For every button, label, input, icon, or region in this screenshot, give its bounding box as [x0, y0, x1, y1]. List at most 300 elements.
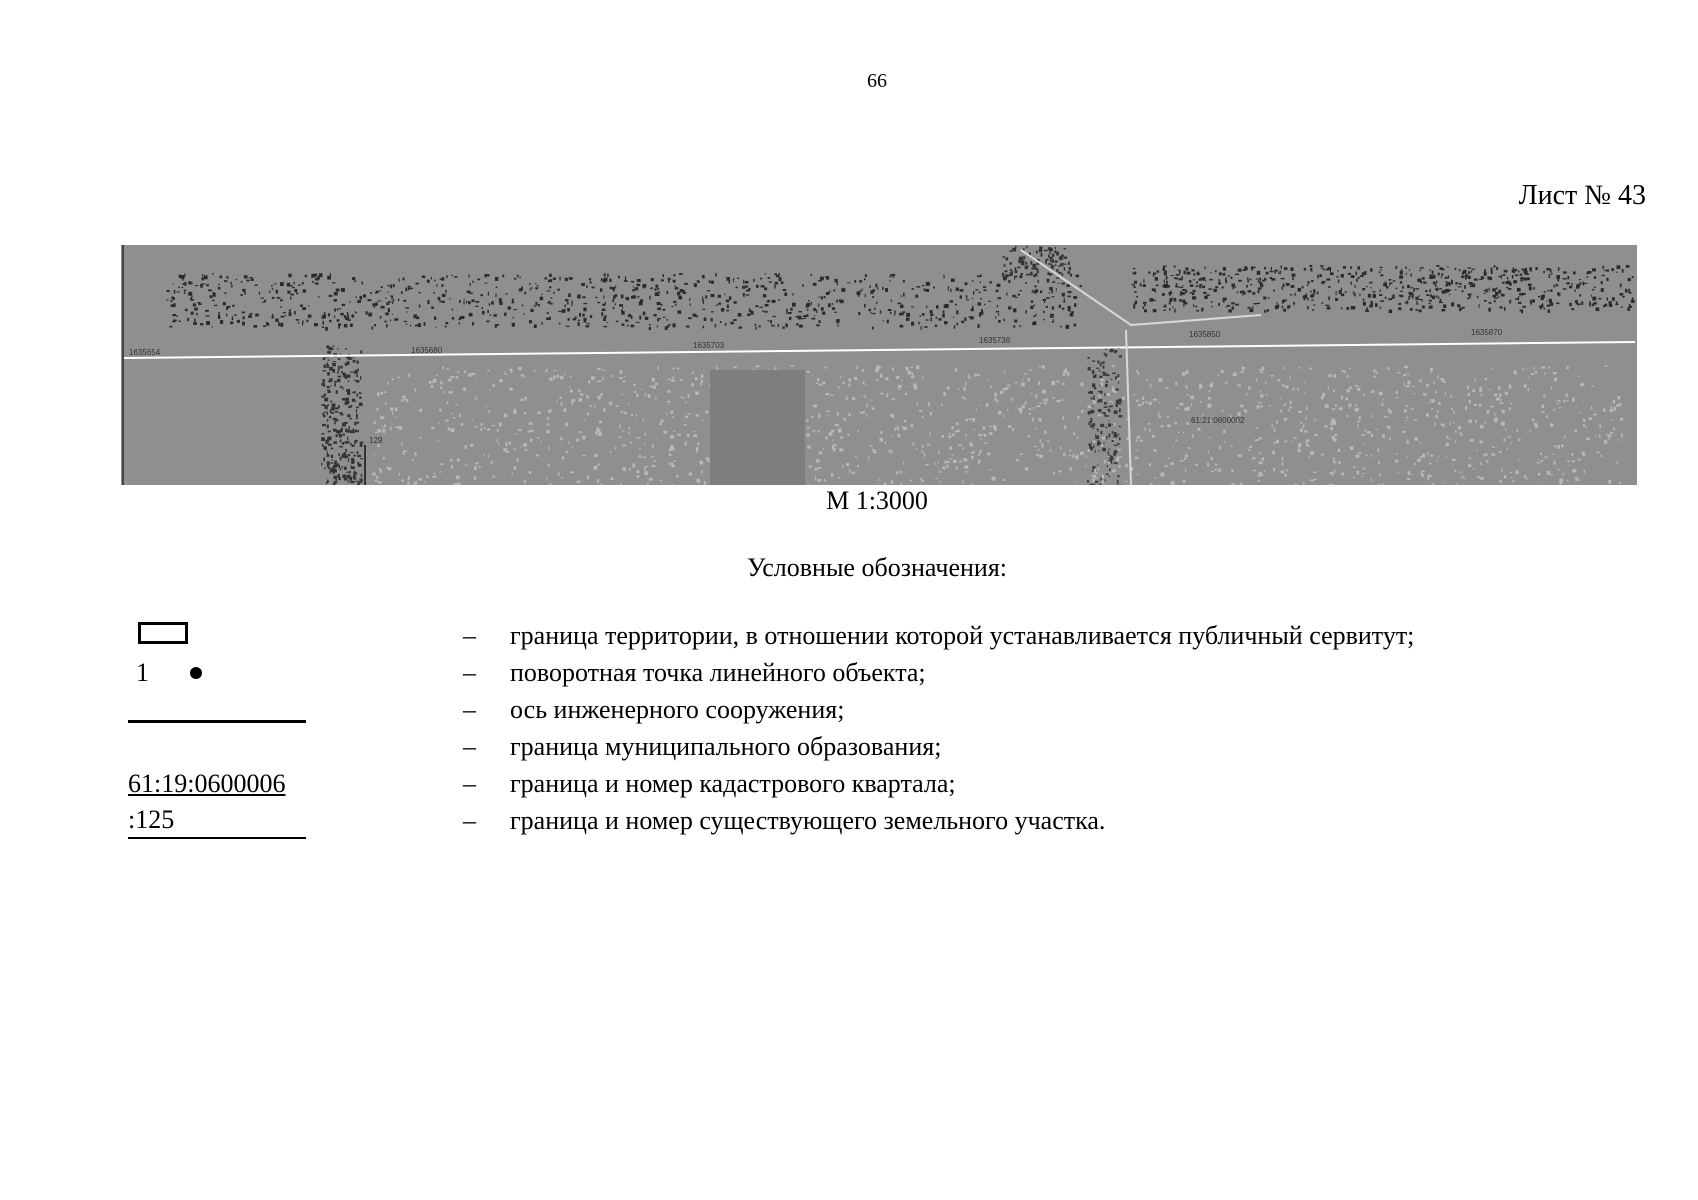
vegetation-speck	[1290, 294, 1292, 295]
vegetation-speck	[399, 426, 403, 430]
vegetation-speck	[1092, 406, 1093, 407]
vegetation-speck	[651, 278, 654, 281]
vegetation-speck	[578, 389, 580, 392]
vegetation-speck	[1172, 463, 1174, 465]
vegetation-speck	[1175, 382, 1177, 385]
vegetation-speck	[1572, 469, 1576, 472]
vegetation-speck	[1333, 458, 1335, 462]
vegetation-speck	[1227, 305, 1230, 307]
vegetation-speck	[657, 308, 661, 311]
vegetation-speck	[667, 291, 669, 294]
vegetation-speck	[442, 301, 445, 303]
vegetation-speck	[1411, 274, 1412, 277]
vegetation-speck	[524, 480, 526, 483]
vegetation-speck	[1390, 437, 1391, 440]
vegetation-speck	[825, 393, 829, 395]
vegetation-speck	[1215, 286, 1217, 287]
vegetation-speck	[837, 413, 839, 416]
vegetation-speck	[972, 418, 975, 422]
vegetation-speck	[717, 368, 719, 370]
vegetation-speck	[1094, 387, 1096, 390]
vegetation-speck	[657, 302, 661, 305]
vegetation-speck	[1208, 404, 1212, 408]
vegetation-speck	[1117, 378, 1119, 380]
vegetation-speck	[610, 287, 612, 290]
vegetation-speck	[703, 300, 704, 304]
vegetation-speck	[426, 476, 429, 478]
vegetation-speck	[1571, 308, 1574, 310]
vegetation-speck	[356, 380, 359, 383]
vegetation-speck	[816, 383, 819, 384]
vegetation-speck	[549, 377, 552, 380]
vegetation-speck	[778, 299, 780, 301]
vegetation-speck	[1056, 381, 1059, 383]
vegetation-speck	[356, 407, 359, 409]
vegetation-speck	[333, 429, 337, 432]
vegetation-speck	[218, 287, 221, 290]
vegetation-speck	[1528, 284, 1532, 286]
vegetation-speck	[1480, 425, 1484, 429]
vegetation-speck	[226, 314, 227, 317]
vegetation-speck	[761, 285, 765, 287]
vegetation-speck	[1407, 417, 1409, 419]
vegetation-speck	[345, 398, 349, 401]
vegetation-speck	[1509, 300, 1511, 304]
vegetation-speck	[1541, 411, 1545, 413]
vegetation-speck	[579, 398, 583, 402]
vegetation-speck	[1472, 269, 1476, 270]
vegetation-speck	[990, 469, 991, 471]
vegetation-speck	[657, 293, 660, 296]
vegetation-speck	[353, 472, 357, 473]
vegetation-speck	[171, 300, 173, 302]
vegetation-speck	[613, 307, 615, 309]
vegetation-speck	[1253, 470, 1257, 472]
vegetation-speck	[671, 306, 673, 307]
vegetation-speck	[1339, 407, 1343, 410]
vegetation-speck	[911, 376, 915, 379]
vegetation-speck	[206, 284, 209, 286]
vegetation-speck	[673, 301, 676, 303]
vegetation-speck	[567, 308, 570, 311]
vegetation-speck	[688, 413, 691, 414]
vegetation-speck	[522, 458, 523, 459]
vegetation-speck	[241, 294, 243, 296]
vegetation-speck	[1260, 394, 1263, 397]
vegetation-speck	[356, 394, 358, 397]
vegetation-speck	[1035, 314, 1036, 316]
vegetation-speck	[1436, 460, 1438, 461]
vegetation-speck	[1056, 269, 1058, 272]
vegetation-speck	[315, 283, 319, 285]
vegetation-speck	[582, 314, 584, 317]
vegetation-speck	[1033, 305, 1035, 306]
vegetation-speck	[475, 301, 479, 303]
vegetation-speck	[1417, 279, 1421, 283]
vegetation-speck	[553, 292, 554, 294]
vegetation-speck	[880, 393, 883, 395]
vegetation-speck	[1219, 446, 1221, 450]
vegetation-speck	[1325, 305, 1329, 306]
vegetation-speck	[764, 311, 767, 313]
vegetation-speck	[1145, 401, 1147, 403]
vegetation-speck	[903, 427, 907, 430]
vegetation-speck	[1436, 265, 1439, 267]
vegetation-speck	[427, 280, 430, 283]
vegetation-speck	[1005, 257, 1008, 260]
vegetation-speck	[1003, 479, 1005, 481]
vegetation-speck	[765, 304, 769, 307]
vegetation-speck	[1579, 294, 1581, 296]
vegetation-speck	[397, 377, 400, 378]
vegetation-speck	[1064, 267, 1065, 271]
vegetation-speck	[1283, 309, 1286, 312]
vegetation-speck	[1420, 269, 1421, 272]
vegetation-speck	[1461, 276, 1465, 278]
vegetation-speck	[1092, 423, 1095, 426]
vegetation-speck	[1273, 468, 1275, 471]
vegetation-speck	[1015, 246, 1017, 248]
vegetation-speck	[427, 300, 429, 304]
vegetation-speck	[954, 325, 955, 328]
vegetation-speck	[1475, 420, 1477, 423]
vegetation-speck	[1528, 377, 1530, 378]
vegetation-speck	[481, 423, 483, 426]
vegetation-speck	[502, 275, 504, 278]
vegetation-speck	[384, 321, 386, 323]
vegetation-speck	[1468, 276, 1471, 279]
vegetation-speck	[1355, 285, 1356, 288]
vegetation-speck	[1052, 306, 1054, 309]
vegetation-speck	[989, 432, 993, 435]
vegetation-speck	[1221, 370, 1224, 373]
vegetation-speck	[1171, 481, 1175, 485]
vegetation-speck	[1183, 432, 1184, 434]
vegetation-speck	[1430, 289, 1431, 293]
vegetation-speck	[327, 346, 329, 349]
vegetation-speck	[1441, 276, 1442, 278]
vegetation-speck	[354, 455, 356, 457]
vegetation-speck	[1349, 368, 1351, 370]
vegetation-speck	[1494, 265, 1496, 267]
vegetation-speck	[331, 385, 332, 386]
vegetation-speck	[1430, 455, 1434, 457]
vegetation-speck	[1419, 380, 1421, 383]
vegetation-speck	[639, 448, 641, 449]
vegetation-speck	[1558, 400, 1560, 402]
vegetation-speck	[1504, 438, 1506, 442]
vegetation-speck	[653, 385, 656, 389]
vegetation-speck	[737, 278, 739, 279]
vegetation-speck	[469, 275, 470, 278]
vegetation-speck	[1535, 267, 1537, 270]
vegetation-speck	[579, 431, 582, 433]
vegetation-speck	[1063, 301, 1065, 303]
vegetation-speck	[631, 325, 635, 328]
vegetation-speck	[1030, 272, 1032, 276]
vegetation-speck	[1166, 276, 1168, 280]
vegetation-speck	[237, 322, 239, 323]
vegetation-speck	[1197, 272, 1200, 276]
vegetation-speck	[254, 285, 257, 286]
vegetation-speck	[946, 465, 948, 468]
vegetation-speck	[603, 377, 604, 381]
vegetation-speck	[935, 325, 937, 328]
vegetation-speck	[1228, 275, 1230, 277]
vegetation-speck	[1106, 474, 1109, 475]
vegetation-speck	[1053, 265, 1054, 269]
vegetation-speck	[1419, 299, 1423, 300]
vegetation-speck	[263, 325, 266, 327]
vegetation-speck	[445, 420, 448, 422]
vegetation-speck	[352, 315, 355, 318]
vegetation-speck	[1329, 374, 1332, 377]
vegetation-speck	[1257, 405, 1260, 409]
vegetation-speck	[680, 379, 683, 381]
vegetation-speck	[1192, 293, 1194, 295]
vegetation-speck	[841, 288, 845, 292]
vegetation-speck	[585, 419, 586, 421]
vegetation-speck	[514, 466, 516, 470]
vegetation-speck	[1416, 304, 1418, 305]
vegetation-speck	[1578, 376, 1579, 377]
vegetation-speck	[334, 299, 337, 302]
vegetation-speck	[1304, 392, 1305, 393]
vegetation-speck	[829, 290, 830, 293]
vegetation-speck	[1441, 424, 1444, 426]
vegetation-speck	[1480, 477, 1484, 480]
vegetation-speck	[1436, 288, 1438, 291]
vegetation-speck	[1314, 479, 1317, 480]
vegetation-speck	[1351, 306, 1355, 309]
legend-text: граница и номер существующего земельного участка.	[510, 806, 1106, 835]
vegetation-speck	[344, 467, 347, 470]
vegetation-speck	[328, 444, 332, 446]
vegetation-speck	[1601, 281, 1602, 283]
vegetation-speck	[1530, 300, 1532, 304]
vegetation-speck	[696, 447, 699, 451]
vegetation-speck	[1101, 445, 1103, 447]
vegetation-speck	[1468, 267, 1472, 268]
vegetation-speck	[667, 390, 671, 392]
vegetation-speck	[1469, 419, 1472, 423]
vegetation-speck	[1067, 296, 1070, 298]
vegetation-speck	[707, 290, 710, 291]
vegetation-speck	[288, 274, 291, 278]
vegetation-speck	[582, 455, 586, 456]
vegetation-speck	[1047, 273, 1051, 275]
vegetation-speck	[285, 315, 287, 316]
vegetation-speck	[1274, 272, 1276, 273]
vegetation-speck	[459, 414, 461, 417]
vegetation-speck	[615, 447, 617, 449]
vegetation-speck	[231, 282, 232, 285]
vegetation-speck	[1215, 270, 1217, 272]
vegetation-speck	[880, 438, 884, 442]
vegetation-speck	[312, 281, 314, 283]
vegetation-speck	[1584, 470, 1585, 474]
vegetation-speck	[1259, 453, 1261, 455]
vegetation-speck	[360, 376, 361, 380]
vegetation-speck	[1355, 409, 1357, 411]
vegetation-speck	[495, 277, 498, 281]
vegetation-speck	[1365, 455, 1367, 456]
vegetation-speck	[865, 274, 867, 277]
vegetation-speck	[1143, 279, 1144, 283]
vegetation-speck	[1572, 398, 1575, 402]
vegetation-speck	[1606, 270, 1610, 272]
vegetation-speck	[1284, 267, 1288, 270]
vegetation-speck	[1447, 266, 1448, 267]
vegetation-speck	[1108, 449, 1110, 450]
vegetation-speck	[1272, 451, 1274, 455]
vegetation-speck	[1373, 369, 1375, 373]
vegetation-speck	[703, 326, 705, 328]
vegetation-speck	[736, 287, 738, 289]
vegetation-speck	[558, 473, 560, 476]
vegetation-speck	[1597, 452, 1600, 454]
vegetation-speck	[403, 278, 405, 281]
vegetation-speck	[1498, 290, 1501, 294]
vegetation-speck	[1148, 272, 1150, 274]
vegetation-speck	[649, 296, 650, 300]
vegetation-speck	[1281, 266, 1282, 269]
vegetation-speck	[1175, 439, 1177, 441]
vegetation-speck	[845, 475, 846, 476]
vegetation-speck	[1134, 286, 1136, 288]
vegetation-speck	[1306, 440, 1310, 442]
vegetation-speck	[1298, 367, 1300, 368]
vegetation-speck	[535, 287, 538, 289]
vegetation-speck	[1163, 306, 1166, 308]
vegetation-speck	[1069, 267, 1071, 271]
vegetation-speck	[194, 308, 198, 311]
vegetation-speck	[275, 319, 278, 322]
vegetation-speck	[357, 422, 360, 424]
vegetation-speck	[1621, 307, 1623, 308]
vegetation-speck	[753, 279, 754, 282]
vegetation-speck	[407, 311, 408, 312]
vegetation-speck	[1268, 406, 1271, 407]
vegetation-speck	[807, 427, 809, 429]
vegetation-speck	[499, 379, 503, 382]
vegetation-speck	[1407, 478, 1411, 480]
vegetation-speck	[328, 404, 329, 406]
vegetation-speck	[354, 281, 357, 282]
vegetation-speck	[490, 314, 491, 316]
vegetation-speck	[1594, 287, 1596, 288]
vegetation-speck	[669, 324, 671, 326]
vegetation-speck	[813, 308, 816, 311]
vegetation-speck	[654, 314, 657, 317]
vegetation-speck	[1608, 434, 1612, 437]
vegetation-speck	[559, 397, 562, 399]
vegetation-speck	[385, 402, 387, 405]
vegetation-speck	[522, 305, 523, 307]
vegetation-speck	[1436, 281, 1437, 284]
vegetation-speck	[632, 464, 635, 468]
vegetation-speck	[1163, 285, 1165, 288]
vegetation-speck	[549, 447, 550, 450]
vegetation-speck	[1423, 282, 1427, 284]
vegetation-speck	[296, 293, 298, 295]
vegetation-speck	[1581, 301, 1583, 305]
vegetation-speck	[911, 306, 914, 307]
vegetation-speck	[355, 440, 358, 441]
vegetation-speck	[360, 296, 363, 300]
vegetation-speck	[965, 282, 968, 285]
vegetation-speck	[639, 316, 641, 320]
vegetation-speck	[1509, 407, 1511, 410]
vegetation-speck	[1576, 406, 1577, 407]
vegetation-speck	[1222, 286, 1224, 288]
vegetation-speck	[811, 318, 815, 320]
vegetation-speck	[1406, 441, 1409, 443]
vegetation-speck	[743, 293, 745, 297]
vegetation-speck	[773, 316, 776, 317]
vegetation-speck	[1322, 302, 1324, 304]
vegetation-speck	[560, 437, 562, 440]
vegetation-speck	[1062, 383, 1064, 386]
vegetation-speck	[1263, 296, 1266, 299]
vegetation-speck	[562, 309, 566, 313]
vegetation-speck	[1095, 481, 1099, 483]
vegetation-speck	[1256, 379, 1257, 383]
vegetation-speck	[412, 459, 413, 461]
vegetation-speck	[1379, 267, 1383, 268]
vegetation-speck	[1337, 270, 1338, 271]
vegetation-speck	[1049, 287, 1053, 290]
vegetation-speck	[337, 371, 339, 374]
vegetation-speck	[1406, 457, 1408, 458]
dark-area	[710, 370, 805, 485]
vegetation-speck	[1169, 302, 1171, 305]
vegetation-speck	[194, 321, 195, 324]
vegetation-speck	[488, 410, 489, 413]
vegetation-speck	[419, 478, 423, 480]
vegetation-speck	[1560, 482, 1563, 484]
vegetation-speck	[1106, 381, 1108, 383]
vegetation-speck	[1251, 266, 1253, 270]
vegetation-speck	[1460, 434, 1462, 436]
vegetation-speck	[711, 318, 713, 321]
vegetation-speck	[1100, 424, 1104, 427]
vegetation-speck	[1248, 290, 1251, 293]
vegetation-speck	[408, 476, 410, 480]
vegetation-speck	[357, 300, 361, 303]
vegetation-speck	[637, 296, 640, 297]
vegetation-speck	[1052, 273, 1053, 274]
vegetation-speck	[1542, 405, 1545, 408]
vegetation-speck	[565, 299, 568, 301]
vegetation-speck	[819, 452, 823, 455]
vegetation-speck	[587, 413, 589, 416]
vegetation-speck	[346, 472, 348, 473]
vegetation-speck	[1091, 399, 1095, 400]
vegetation-speck	[1246, 285, 1248, 288]
vegetation-speck	[1404, 409, 1407, 412]
vegetation-speck	[1247, 280, 1249, 282]
vegetation-speck	[942, 467, 945, 470]
vegetation-speck	[996, 311, 999, 313]
vegetation-speck	[1499, 393, 1501, 397]
vegetation-speck	[331, 455, 333, 458]
vegetation-speck	[1347, 389, 1350, 392]
vegetation-speck	[649, 327, 651, 330]
vegetation-speck	[1013, 308, 1016, 312]
vegetation-speck	[1010, 262, 1012, 264]
vegetation-speck	[1267, 309, 1270, 312]
